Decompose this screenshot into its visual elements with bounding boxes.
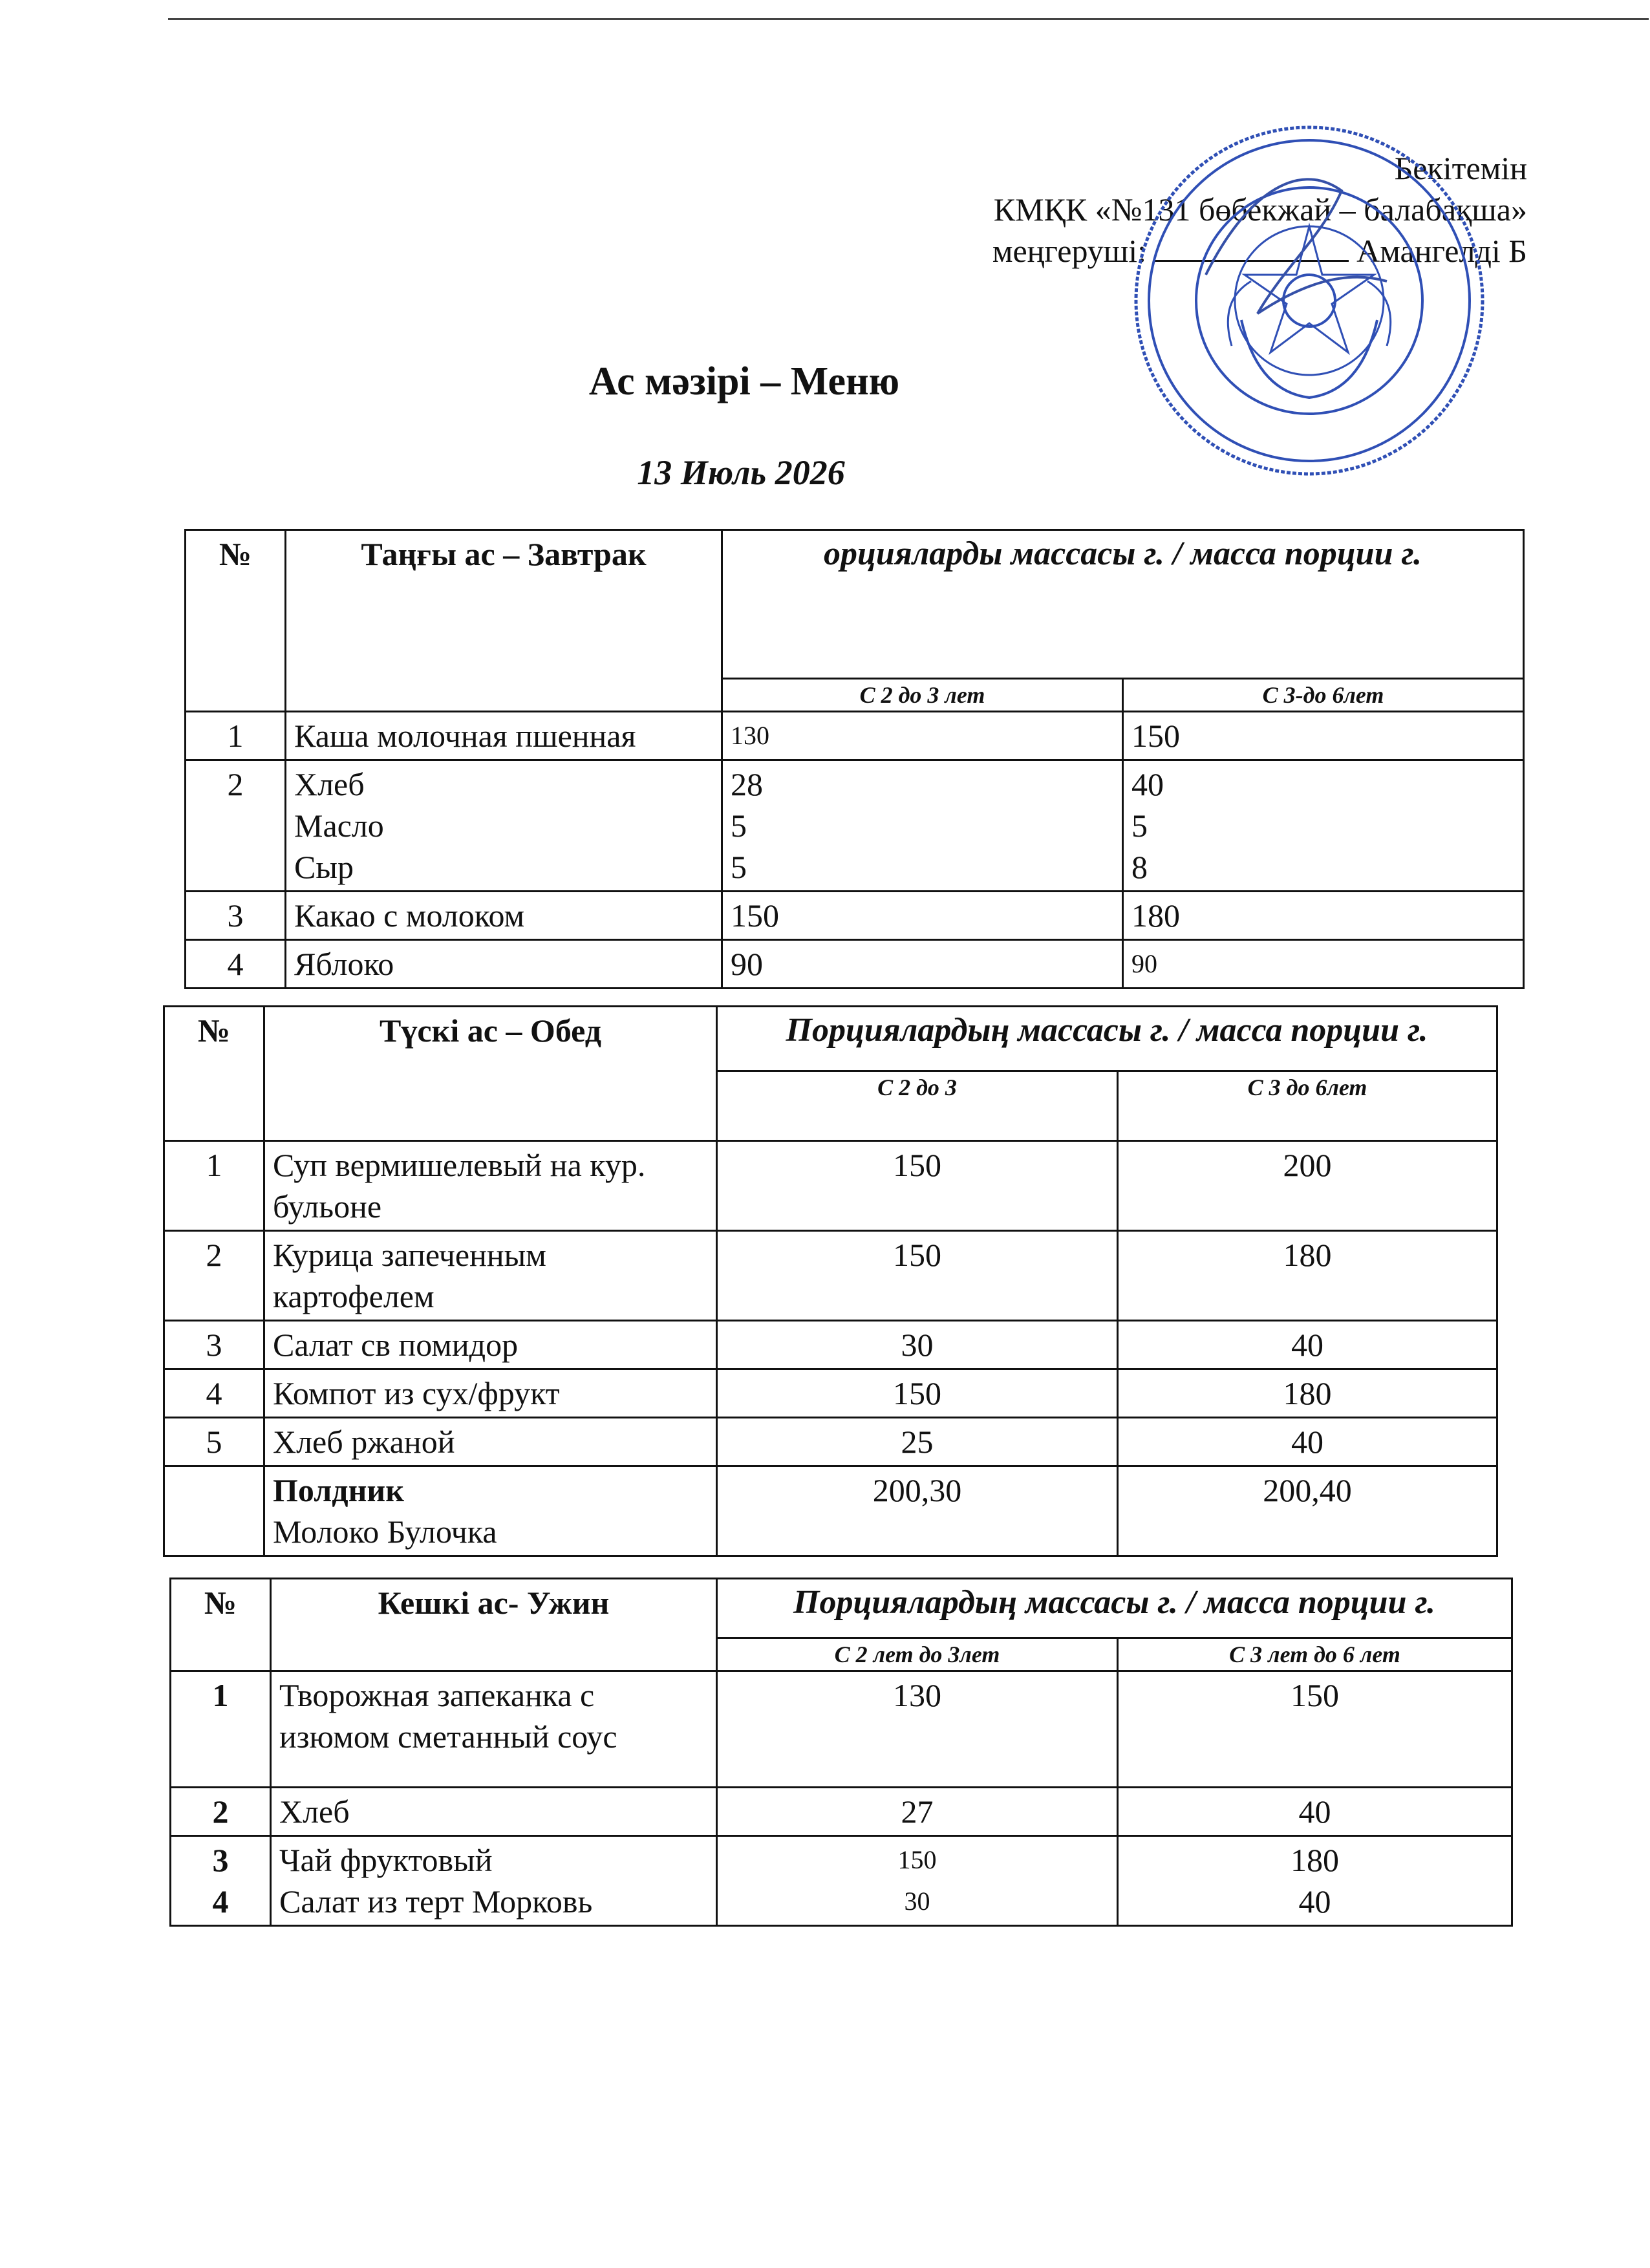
empty-num-cell	[164, 1466, 264, 1556]
row-number: 1	[186, 712, 286, 760]
snack-items: Молоко Булочка	[273, 1514, 497, 1550]
table-row	[186, 940, 1524, 989]
approval-line-2: КМҚК «№131 бөбекжай – балабақша»	[993, 191, 1527, 228]
dinner-num-header: №	[171, 1579, 271, 1671]
portion-3-6: 40	[1118, 1788, 1512, 1836]
portion-2-3: 90	[722, 940, 1123, 989]
table-row	[164, 1231, 1497, 1321]
row-number: 4	[212, 1883, 229, 1920]
row-number: 2	[164, 1231, 264, 1321]
portion-3-6: 180	[1118, 1369, 1497, 1418]
breakfast-mass-header: орцияларды масcасы г. / масса порции г.	[722, 530, 1524, 679]
scan-edge-line	[168, 18, 1649, 20]
portion-2-3: 150	[717, 1231, 1118, 1321]
portion-3-6: 40	[1118, 1418, 1497, 1466]
portion-3-6: 180	[1118, 1231, 1497, 1321]
portion-3-6: 40	[1131, 766, 1164, 802]
portion-2-3: 5	[731, 849, 747, 885]
lunch-num-header: №	[164, 1007, 264, 1141]
portion-2-3-list	[717, 1836, 1118, 1926]
dish-name: Чай фруктовый	[279, 1842, 493, 1878]
portion-3-6: 200,40	[1118, 1466, 1497, 1556]
dish-name: Хлеб	[271, 1788, 717, 1836]
table-row	[164, 1418, 1497, 1466]
portion-2-3: 130	[717, 1671, 1118, 1788]
breakfast-num-header: №	[186, 530, 286, 712]
dish-name: Яблоко	[286, 940, 722, 989]
portion-3-6: 180	[1123, 892, 1524, 940]
portion-2-3: 150	[717, 1369, 1118, 1418]
portion-3-6: 40	[1298, 1883, 1331, 1920]
portion-2-3: 27	[717, 1788, 1118, 1836]
portion-2-3: 28	[731, 766, 763, 802]
lunch-mass-header: Порциялардың массасы г. / масса порции г.	[717, 1007, 1497, 1071]
dish-list	[286, 760, 722, 892]
dish-name: Творожная запеканка с изюмом сметанный соус	[271, 1671, 717, 1788]
portion-2-3: 150	[897, 1845, 937, 1874]
breakfast-age-col-1: С 2 до 3 лет	[722, 679, 1123, 712]
portion-3-6: 90	[1123, 940, 1524, 989]
portion-3-6: 40	[1118, 1321, 1497, 1369]
table-row	[164, 1321, 1497, 1369]
lunch-table	[163, 1005, 1498, 1557]
portion-2-3: 150	[717, 1141, 1118, 1231]
breakfast-table	[184, 529, 1525, 989]
portion-3-6-list	[1118, 1836, 1512, 1926]
row-number: 2	[171, 1788, 271, 1836]
row-number: 1	[171, 1671, 271, 1788]
table-row	[186, 892, 1524, 940]
approval-name: Амангелді Б	[1356, 233, 1527, 269]
dish-name: Салат св помидор	[264, 1321, 717, 1369]
table-row	[186, 760, 1524, 892]
dinner-meal-header: Кешкі ас- Ужин	[271, 1579, 717, 1671]
table-row	[164, 1369, 1497, 1418]
dish-name: Какао с молоком	[286, 892, 722, 940]
breakfast-meal-header: Таңғы ас – Завтрак	[286, 530, 722, 712]
portion-3-6: 200	[1118, 1141, 1497, 1231]
row-numbers	[171, 1836, 271, 1926]
snack-cell	[264, 1466, 717, 1556]
lunch-age-col-2: С 3 до 6лет	[1118, 1071, 1497, 1141]
table-row	[164, 1141, 1497, 1231]
page-title: Ас мәзірі – Меню	[588, 359, 900, 403]
row-number: 3	[212, 1842, 229, 1878]
portion-2-3: 130	[722, 712, 1123, 760]
dinner-mass-header: Порциялардың массасы г. / масса порции г.	[717, 1579, 1512, 1638]
dish-name: Хлеб	[294, 766, 365, 802]
portion-3-6: 180	[1291, 1842, 1339, 1878]
portion-2-3: 25	[717, 1418, 1118, 1466]
portion-3-6: 150	[1118, 1671, 1512, 1788]
portion-3-6-list	[1123, 760, 1524, 892]
portion-2-3: 150	[722, 892, 1123, 940]
dish-name: Салат из терт Морковь	[279, 1883, 593, 1920]
dish-name: Суп вермишелевый на кур. бульоне	[264, 1141, 717, 1231]
row-number: 3	[186, 892, 286, 940]
portion-2-3: 200,30	[717, 1466, 1118, 1556]
dish-name: Сыр	[294, 849, 354, 885]
dish-name: Каша молочная пшенная	[286, 712, 722, 760]
row-number: 1	[164, 1141, 264, 1231]
lunch-age-col-1: С 2 до 3	[717, 1071, 1118, 1141]
approval-position: меңгеруші:	[992, 233, 1147, 269]
row-number: 4	[164, 1369, 264, 1418]
dinner-age-col-2: С 3 лет до 6 лет	[1118, 1638, 1512, 1671]
portion-3-6: 150	[1123, 712, 1524, 760]
snack-title: Полдник	[273, 1472, 405, 1508]
dinner-age-col-1: С 2 лет до 3лет	[717, 1638, 1118, 1671]
table-row	[186, 712, 1524, 760]
portion-2-3: 5	[731, 808, 747, 844]
menu-date: 13 Июль 2026	[637, 453, 845, 492]
portion-2-3: 30	[717, 1321, 1118, 1369]
table-row	[171, 1788, 1512, 1836]
portion-3-6: 8	[1131, 849, 1148, 885]
lunch-meal-header: Түскі ас – Обед	[264, 1007, 717, 1141]
row-number: 5	[164, 1418, 264, 1466]
dinner-table	[169, 1578, 1513, 1927]
dish-name: Хлеб ржаной	[264, 1418, 717, 1466]
dish-name: Компот из сух/фрукт	[264, 1369, 717, 1418]
breakfast-age-col-2: С 3-до 6лет	[1123, 679, 1524, 712]
portion-2-3-list	[722, 760, 1123, 892]
table-row	[171, 1836, 1512, 1926]
table-row	[171, 1671, 1512, 1788]
dish-list	[271, 1836, 717, 1926]
portion-3-6: 5	[1131, 808, 1148, 844]
portion-2-3: 30	[904, 1887, 930, 1916]
approval-line-1: Бекітемін	[1394, 150, 1527, 186]
row-number: 4	[186, 940, 286, 989]
table-row-snack	[164, 1466, 1497, 1556]
official-seal-stamp	[1128, 120, 1490, 482]
row-number: 3	[164, 1321, 264, 1369]
dish-name: Масло	[294, 808, 384, 844]
row-number: 2	[186, 760, 286, 892]
dish-name: Курица запеченным картофелем	[264, 1231, 717, 1321]
